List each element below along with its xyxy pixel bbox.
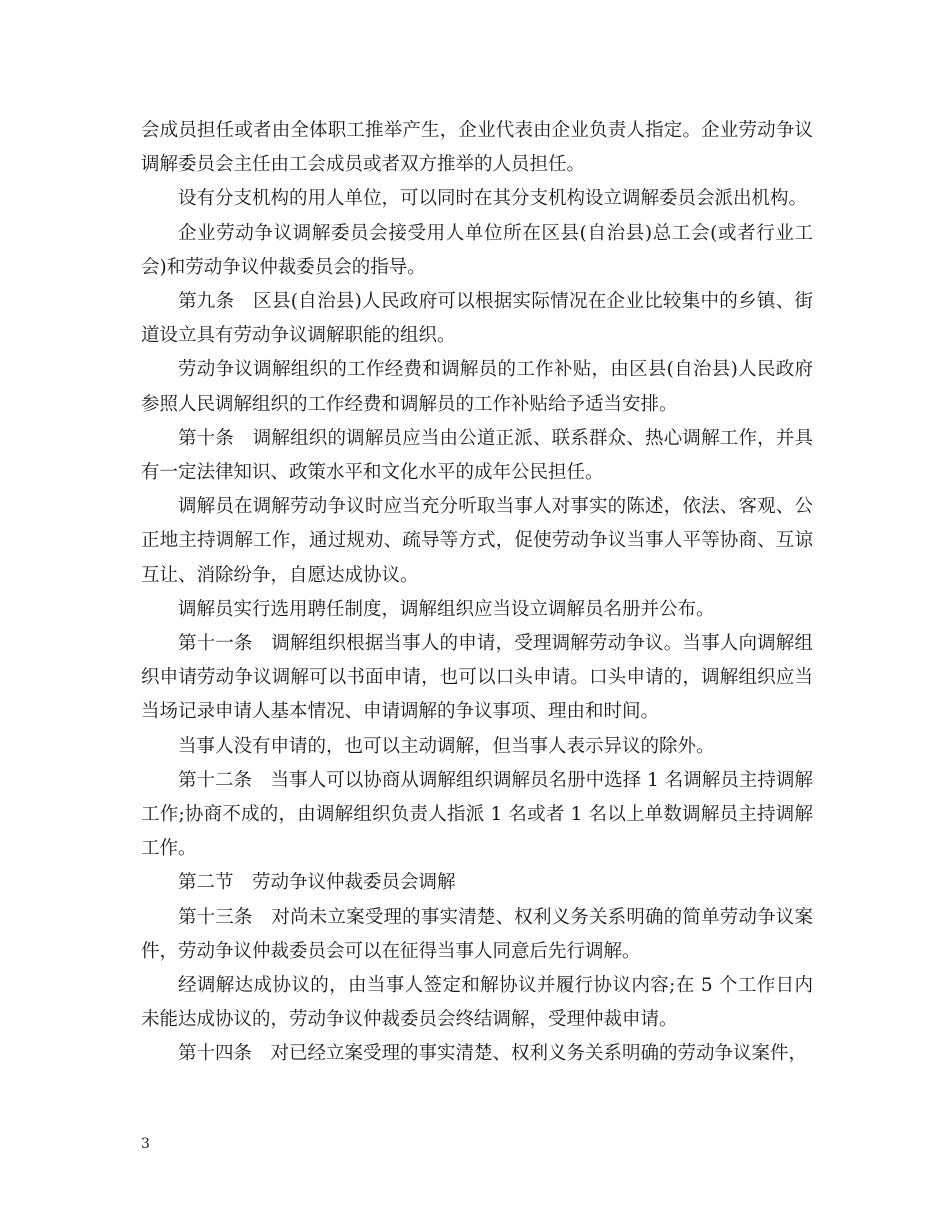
paragraph: 当事人没有申请的，也可以主动调解，但当事人表示异议的除外。 [178,735,715,757]
paragraph: 第十条 调解组织的调解员应当由公道正派、联系群众、热心调解工作，并具有一定法律知识、政策水平和文化水平的成年公民担任。 [141,427,813,484]
paragraph: 会成员担任或者由全体职工推举产生，企业代表由企业负责人指定。企业劳动争议调解委员会主任由工会成员或者双方推举的人员担任。 [141,120,813,176]
document-body [141,114,813,1072]
paragraph: 第十二条 当事人可以协商从调解组织调解员名册中选择 1 名调解员主持调解工作;协商不成的，由调解组织负责人指派 1 名或者 1 名以上单数调解员主持调解工作。 [141,769,813,860]
paragraph: 劳动争议调解组织的工作经费和调解员的工作补贴，由区县(自治县)人民政府参照人民调解组织的工作经费和调解员的工作补贴给予适当安排。 [141,359,813,415]
section-heading: 第二节 劳动争议仲裁委员会调解 [178,872,456,894]
paragraph: 调解员实行选用聘任制度，调解组织应当设立调解员名册并公布。 [178,598,715,620]
page-number: 3 [141,1136,150,1152]
paragraph: 第九条 区县(自治县)人民政府可以根据实际情况在企业比较集中的乡镇、街道设立具有劳动争议调解职能的组织。 [141,291,813,347]
paragraph: 第十四条 对已经立案受理的事实清楚、权利义务关系明确的劳动争议案件， [178,1043,808,1065]
paragraph: 企业劳动争议调解委员会接受用人单位所在区县(自治县)总工会(或者行业工会)和劳动争议仲裁委员会的指导。 [141,222,813,278]
paragraph: 调解员在调解劳动争议时应当充分听取当事人对事实的陈述，依法、客观、公正地主持调解工作，通过规劝、疏导等方式，促使劳动争议当事人平等协商、互谅互让、消除纷争，自愿达成协议。 [141,496,813,586]
paragraph: 经调解达成协议的，由当事人签定和解协议并履行协议内容;在 5 个工作日内未能达成协议的，劳动争议仲裁委员会终结调解，受理仲裁申请。 [141,975,813,1031]
paragraph: 第十一条 调解组织根据当事人的申请，受理调解劳动争议。当事人向调解组织申请劳动争议调解可以书面申请，也可以口头申请。口头申请的，调解组织应当当场记录申请人基本情况、申请调解的争议事项、理由和时间。 [141,633,813,723]
paragraph: 设有分支机构的用人单位，可以同时在其分支机构设立调解委员会派出机构。 [178,188,808,210]
paragraph: 第十三条 对尚未立案受理的事实清楚、权利义务关系明确的简单劳动争议案件，劳动争议仲裁委员会可以在征得当事人同意后先行调解。 [141,906,813,962]
